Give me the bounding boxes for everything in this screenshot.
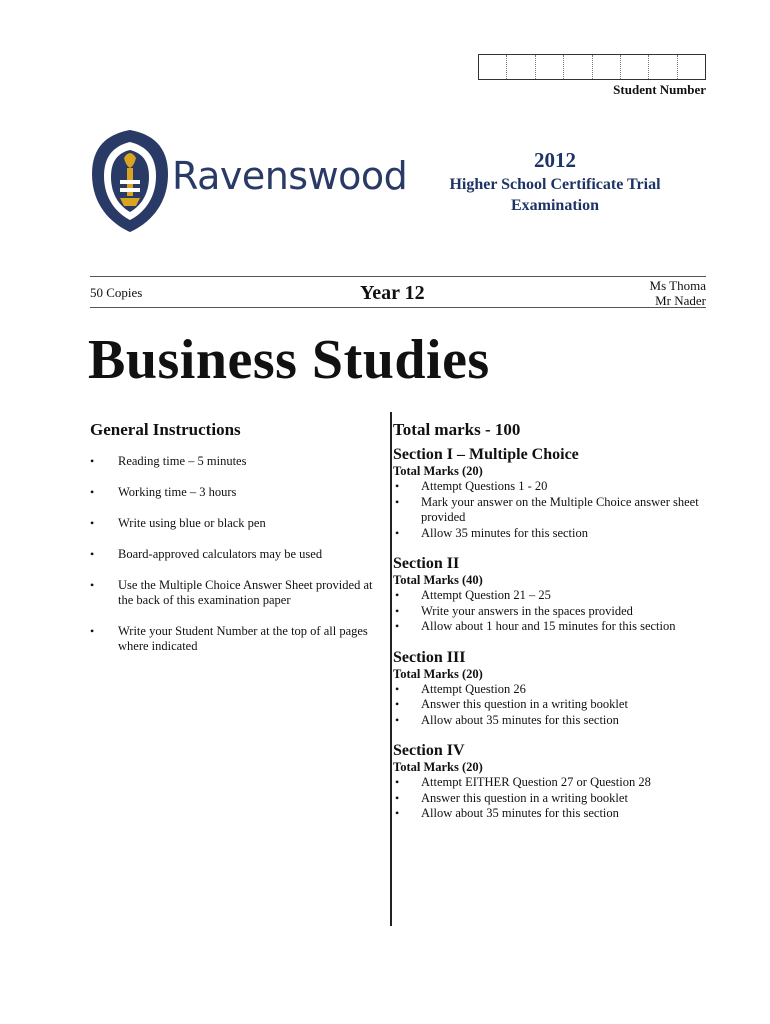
section-title: Section II bbox=[393, 555, 460, 572]
bullet-icon: • bbox=[90, 485, 95, 499]
student-number-digit-box[interactable] bbox=[536, 55, 564, 79]
section-marks: Total Marks (20) bbox=[393, 666, 483, 681]
student-number-digit-box[interactable] bbox=[479, 55, 507, 79]
section-instructions bbox=[393, 588, 708, 635]
list-item-text: Use the Multiple Choice Answer Sheet provided at the back of this examination paper bbox=[118, 578, 373, 607]
general-instructions-heading: General Instructions bbox=[90, 420, 241, 439]
bullet-icon: • bbox=[395, 775, 400, 789]
list-item-text: Attempt EITHER Question 27 or Question 28 bbox=[421, 775, 651, 789]
exam-section bbox=[393, 555, 708, 635]
student-number-boxes[interactable] bbox=[478, 54, 706, 80]
list-item-text: Write your Student Number at the top of all pages where indicated bbox=[118, 624, 368, 653]
exam-title-line1: Higher School Certificate Trial bbox=[449, 176, 661, 193]
section-marks: Total Marks (20) bbox=[393, 464, 483, 478]
bullet-icon: • bbox=[395, 712, 400, 727]
list-item-text: Mark your answer on the Multiple Choice answer sheet provided bbox=[421, 494, 699, 524]
list-item bbox=[90, 454, 380, 469]
list-item bbox=[393, 697, 708, 713]
teacher-2: Mr Nader bbox=[655, 293, 706, 308]
list-item bbox=[393, 588, 708, 604]
bullet-icon: • bbox=[395, 603, 400, 618]
bullet-icon: • bbox=[90, 578, 95, 592]
school-crest-logo bbox=[90, 128, 170, 234]
list-item bbox=[90, 624, 380, 654]
bullet-icon: • bbox=[395, 588, 400, 602]
list-item-text: Reading time – 5 minutes bbox=[118, 454, 247, 468]
list-item-text: Answer this question in a writing booklet bbox=[421, 697, 628, 711]
school-brand-name: Ravenswood bbox=[172, 154, 408, 198]
student-number-label: Student Number bbox=[613, 82, 706, 97]
teacher-1: Ms Thoma bbox=[649, 278, 706, 293]
list-item bbox=[393, 604, 708, 620]
list-item-text: Write your answers in the spaces provided bbox=[421, 603, 633, 618]
list-item-text: Attempt Questions 1 - 20 bbox=[421, 479, 548, 493]
bullet-icon: • bbox=[395, 525, 400, 540]
bullet-icon: • bbox=[395, 697, 400, 711]
bullet-icon: • bbox=[395, 479, 400, 493]
bullet-icon: • bbox=[90, 454, 95, 468]
exam-title-line2: Examination bbox=[510, 197, 599, 214]
exam-section bbox=[393, 649, 708, 729]
total-marks: Total marks - 100 bbox=[393, 420, 521, 439]
list-item bbox=[393, 495, 708, 526]
list-item bbox=[90, 578, 380, 608]
student-number-digit-box[interactable] bbox=[507, 55, 535, 79]
section-title: Section IV bbox=[393, 742, 465, 759]
list-item bbox=[393, 775, 708, 791]
copies-count: 50 Copies bbox=[90, 285, 143, 300]
bullet-icon: • bbox=[90, 547, 95, 561]
section-instructions bbox=[393, 682, 708, 729]
list-item bbox=[90, 485, 380, 500]
student-number-digit-box[interactable] bbox=[678, 55, 705, 79]
list-item bbox=[393, 479, 708, 495]
section-instructions bbox=[393, 775, 708, 822]
bottom-rule bbox=[90, 307, 706, 308]
section-instructions bbox=[393, 479, 708, 541]
exam-year: 2012 bbox=[534, 148, 576, 172]
list-item-text: Write using blue or black pen bbox=[118, 516, 266, 530]
list-item-text: Allow about 35 minutes for this section bbox=[421, 712, 619, 727]
exam-summary bbox=[393, 420, 708, 822]
section-title: Section III bbox=[393, 648, 466, 666]
list-item bbox=[90, 547, 380, 562]
top-rule bbox=[90, 276, 706, 277]
exam-title bbox=[420, 174, 690, 216]
year-level: Year 12 bbox=[360, 282, 425, 304]
list-item bbox=[393, 526, 708, 542]
column-divider bbox=[390, 412, 392, 926]
student-number-digit-box[interactable] bbox=[564, 55, 592, 79]
list-item-text: Attempt Question 26 bbox=[421, 681, 526, 696]
list-item-text: Attempt Question 21 – 25 bbox=[421, 588, 551, 602]
bullet-icon: • bbox=[90, 516, 95, 530]
bullet-icon: • bbox=[395, 790, 400, 805]
bullet-icon: • bbox=[90, 624, 95, 638]
sections-container bbox=[393, 446, 708, 822]
list-item-text: Allow 35 minutes for this section bbox=[421, 525, 588, 540]
list-item bbox=[393, 791, 708, 807]
list-item bbox=[393, 713, 708, 729]
student-number-digit-box[interactable] bbox=[621, 55, 649, 79]
subject-title: Business Studies bbox=[88, 329, 490, 391]
bullet-icon: • bbox=[395, 494, 400, 509]
general-instructions-list bbox=[90, 454, 380, 670]
exam-section bbox=[393, 742, 708, 822]
bullet-icon: • bbox=[395, 806, 400, 820]
bullet-icon: • bbox=[395, 619, 400, 633]
student-number-digit-box[interactable] bbox=[649, 55, 677, 79]
student-number-digit-box[interactable] bbox=[593, 55, 621, 79]
teachers bbox=[580, 278, 706, 308]
list-item-text: Allow about 1 hour and 15 minutes for this section bbox=[421, 619, 676, 633]
bullet-icon: • bbox=[395, 681, 400, 696]
section-marks: Total Marks (20) bbox=[393, 760, 483, 774]
list-item-text: Allow about 35 minutes for this section bbox=[421, 806, 619, 820]
exam-section bbox=[393, 446, 708, 541]
list-item-text: Answer this question in a writing booklet bbox=[421, 790, 628, 805]
section-title: Section I – Multiple Choice bbox=[393, 446, 579, 463]
list-item bbox=[393, 682, 708, 698]
list-item bbox=[90, 516, 380, 531]
list-item bbox=[393, 619, 708, 635]
list-item-text: Board-approved calculators may be used bbox=[118, 547, 323, 561]
section-marks: Total Marks (40) bbox=[393, 573, 483, 587]
list-item-text: Working time – 3 hours bbox=[118, 485, 237, 499]
list-item bbox=[393, 806, 708, 822]
